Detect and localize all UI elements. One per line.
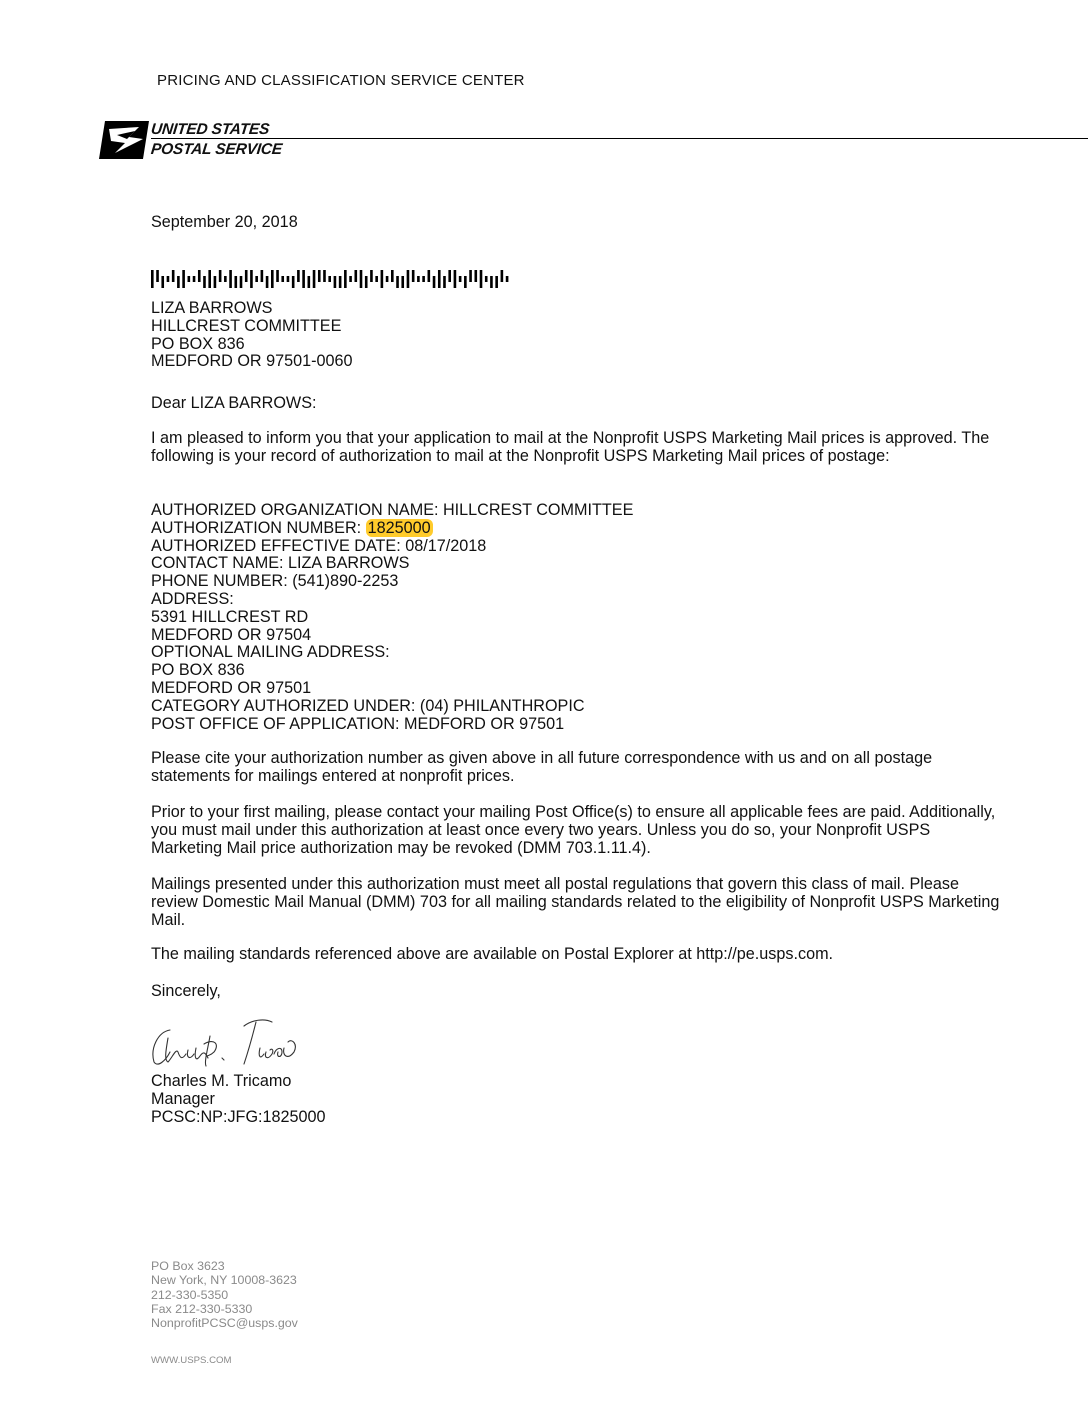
reference-code: PCSC:NP:JFG:1825000 bbox=[151, 1108, 326, 1126]
record-auth-number bbox=[151, 519, 633, 537]
record-optional-line: MEDFORD OR 97501 bbox=[151, 678, 312, 697]
prior-mailing-paragraph: Prior to your first mailing, please contact your mailing Post Office(s) to ensure all applicable fees are paid. Additionally, you must mail under this authorization at least once every two years. Unless you do so, your Nonprofit USPS Marketing Mail price authorization may be revoked (DMM 703.1.11.4). bbox=[151, 803, 996, 857]
signer-block bbox=[151, 1072, 326, 1126]
record-contact: CONTACT NAME: LIZA BARROWS bbox=[151, 554, 410, 573]
logo-line-postal-service: POSTAL SERVICE bbox=[150, 141, 283, 158]
recipient-line: HILLCREST COMMITTEE bbox=[151, 316, 342, 335]
auth-number-label: AUTHORIZATION NUMBER: bbox=[151, 518, 366, 537]
footer-line: PO Box 3623 bbox=[151, 1259, 225, 1273]
record-optional-line: PO BOX 836 bbox=[151, 661, 245, 680]
website-link: WWW.USPS.COM bbox=[151, 1355, 232, 1366]
record-category: CATEGORY AUTHORIZED UNDER: (04) PHILANTHROPIC bbox=[151, 696, 585, 715]
service-center-name: PRICING AND CLASSIFICATION SERVICE CENTER bbox=[157, 72, 525, 89]
authorization-record bbox=[151, 501, 633, 732]
record-address-label: ADDRESS: bbox=[151, 589, 234, 608]
logo-line-united-states: UNITED STATES bbox=[150, 121, 271, 138]
letter-date: September 20, 2018 bbox=[151, 213, 298, 231]
usps-eagle-icon bbox=[99, 119, 151, 161]
record-org-name: AUTHORIZED ORGANIZATION NAME: HILLCREST COMMITTEE bbox=[151, 501, 634, 519]
cite-paragraph: Please cite your authorization number as given above in all future correspondence with us and on all postage statements for mailings entered at nonprofit prices. bbox=[151, 749, 933, 785]
footer-email: NonprofitPCSC@usps.gov bbox=[151, 1316, 298, 1331]
record-optional-label: OPTIONAL MAILING ADDRESS: bbox=[151, 643, 390, 662]
recipient-line: MEDFORD OR 97501-0060 bbox=[151, 352, 353, 371]
footer-address bbox=[151, 1259, 298, 1330]
footer-line: 212-330-5350 bbox=[151, 1287, 229, 1302]
standards-paragraph: The mailing standards referenced above are available on Postal Explorer at http://pe.usps.com. bbox=[151, 945, 834, 963]
regulations-paragraph: Mailings presented under this authorization must meet all postal regulations that govern this class of mail. Please review Domestic Mail Manual (DMM) 703 for all mailing standards related to the eligibility of Nonprofit USPS Marketing Mail. bbox=[151, 875, 1000, 929]
footer-line: Fax 212-330-5330 bbox=[151, 1301, 253, 1316]
record-address-line: 5391 HILLCREST RD bbox=[151, 607, 309, 626]
intro-paragraph: I am pleased to inform you that your application to mail at the Nonprofit USPS Marketing Mail prices is approved. The following is your record of authorization to mail at the Nonprofit USPS Marketing Mail prices of postage: bbox=[151, 429, 990, 465]
salutation: Dear LIZA BARROWS: bbox=[151, 394, 317, 412]
auth-number-highlight: 1825000 bbox=[367, 518, 431, 537]
recipient-line: LIZA BARROWS bbox=[151, 299, 273, 317]
signature-icon bbox=[148, 1008, 308, 1072]
recipient-address bbox=[151, 299, 353, 370]
closing: Sincerely, bbox=[151, 982, 221, 1000]
header-rule bbox=[151, 138, 1088, 139]
record-effective-date: AUTHORIZED EFFECTIVE DATE: 08/17/2018 bbox=[151, 536, 487, 555]
barcode-icon bbox=[151, 270, 511, 288]
usps-logo bbox=[99, 119, 309, 161]
footer-line: New York, NY 10008-3623 bbox=[151, 1273, 297, 1288]
signer-name: Charles M. Tricamo bbox=[151, 1072, 292, 1090]
recipient-line: PO BOX 836 bbox=[151, 334, 245, 353]
record-phone: PHONE NUMBER: (541)890-2253 bbox=[151, 572, 399, 591]
signer-title: Manager bbox=[151, 1090, 215, 1108]
record-post-office: POST OFFICE OF APPLICATION: MEDFORD OR 97501 bbox=[151, 714, 565, 733]
record-address-line: MEDFORD OR 97504 bbox=[151, 625, 312, 644]
